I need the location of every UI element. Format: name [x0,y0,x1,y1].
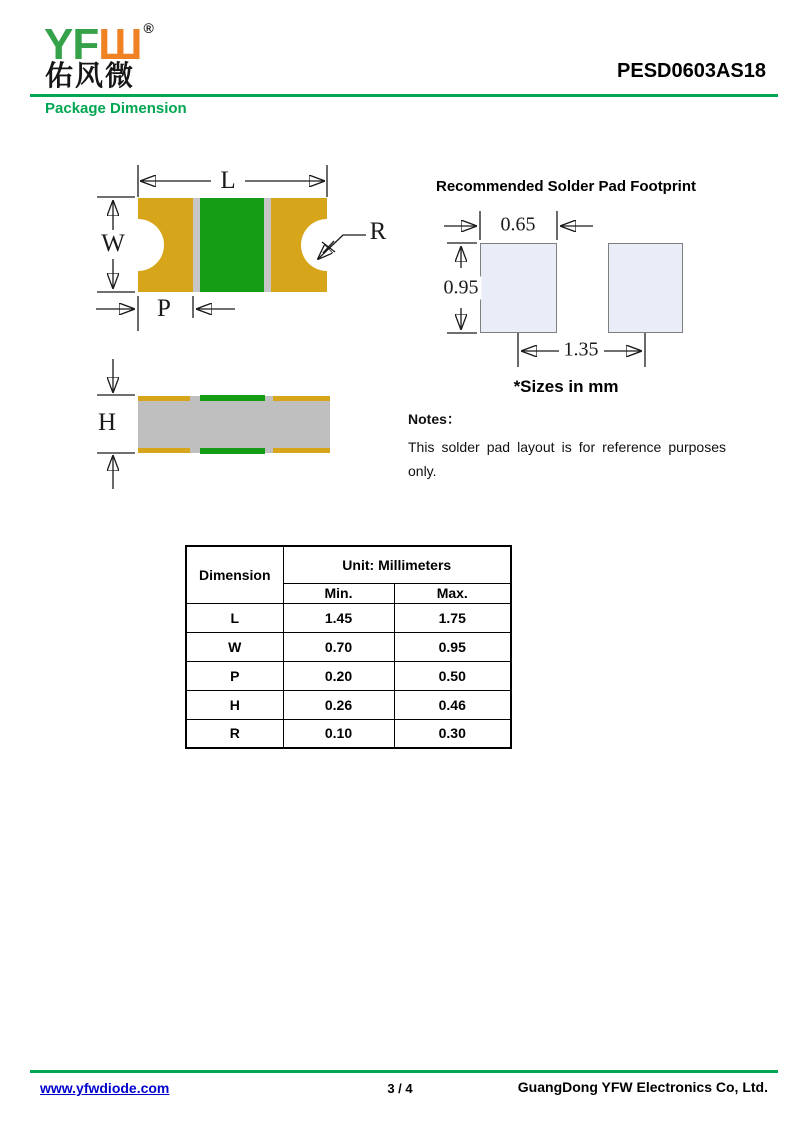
dimension-table [185,545,512,749]
side-strip-gold-top-left [138,396,190,401]
side-strip-gold-bottom-right [273,448,330,453]
label-R: R [369,218,387,245]
website-link[interactable]: www.yfwdiode.com [40,1080,170,1096]
solder-pad-right [608,243,683,333]
registered-trademark-icon: ® [143,20,154,36]
table-cell-dim: W [186,632,283,661]
logo-yf-text: YF [44,20,99,69]
side-strip-green-bottom [200,448,265,454]
table-row [186,719,511,748]
page-section-title: Package Dimension [45,100,187,117]
side-strip-gold-top-right [273,396,330,401]
table-cell-min: 0.70 [283,632,394,661]
label-W: W [98,230,128,258]
table-row [186,603,511,632]
header-rule [30,94,778,97]
table-cell-max: 0.30 [394,719,511,748]
table-header-dimension: Dimension [186,546,283,603]
logo-w-glyph: Ш [98,20,142,69]
table-row [186,632,511,661]
company-name: GuangDong YFW Electronics Co, Ltd. [517,1079,768,1095]
table-cell-dim: R [186,719,283,748]
table-cell-min: 1.45 [283,603,394,632]
table-cell-dim: L [186,603,283,632]
table-header-unit: Unit: Millimeters [283,546,511,583]
label-H: H [97,409,117,436]
footer-rule [30,1070,778,1073]
label-pad-height-0-95: 0.95 [441,277,482,300]
side-strip-green-top [200,395,265,401]
table-cell-dim: H [186,690,283,719]
footprint-title: Recommended Solder Pad Footprint [435,178,697,195]
table-cell-min: 0.20 [283,661,394,690]
label-L: L [220,167,236,194]
package-top-view [138,198,327,292]
table-cell-dim: P [186,661,283,690]
separator-strip-right [264,198,271,292]
part-number: PESD0603AS18 [617,60,766,82]
solder-pad-left [480,243,557,333]
notes-body: This solder pad layout is for reference purposes only. [408,439,726,479]
table-cell-min: 0.26 [283,690,394,719]
table-row [186,661,511,690]
table-header-min: Min. [283,583,394,603]
table-row [186,690,511,719]
table-header-max: Max. [394,583,511,603]
table-cell-max: 0.95 [394,632,511,661]
table-cell-max: 0.46 [394,690,511,719]
logo-chinese-name: 佑风微 [45,60,136,91]
package-side-view [138,396,330,453]
table-cell-max: 1.75 [394,603,511,632]
separator-strip-left [193,198,200,292]
label-pad-pitch-1-35: 1.35 [561,339,602,362]
table-cell-max: 0.50 [394,661,511,690]
table-cell-min: 0.10 [283,719,394,748]
castellation-notch-right [301,219,353,271]
sizes-in-mm-note: *Sizes in mm [513,377,619,396]
die-body [200,198,264,292]
notes-label: Notes： [408,411,461,427]
page-number: 3 / 4 [387,1081,413,1096]
side-strip-gold-bottom-left [138,448,190,453]
label-pad-width-0-65: 0.65 [500,213,536,236]
label-P: P [157,295,171,322]
